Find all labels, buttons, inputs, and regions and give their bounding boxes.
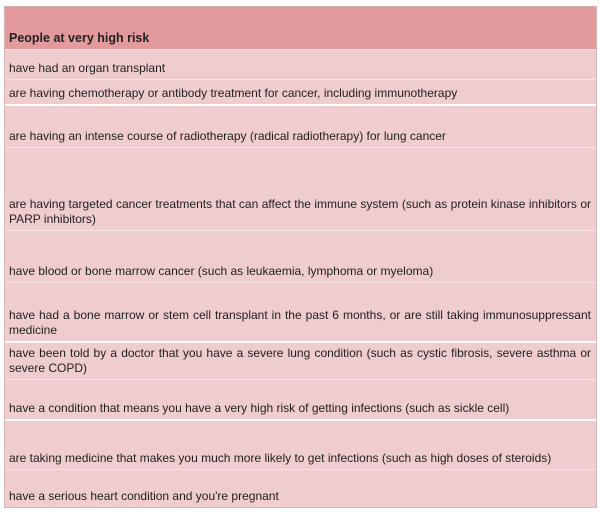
table-row bbox=[5, 104, 596, 147]
risk-table bbox=[4, 6, 597, 508]
row-text: have a serious heart condition and you're pregnant bbox=[9, 489, 279, 503]
table-row bbox=[5, 419, 596, 469]
table-row bbox=[5, 79, 596, 104]
table-row bbox=[5, 49, 596, 79]
table-row bbox=[5, 147, 596, 230]
table-row bbox=[5, 379, 596, 419]
table-row bbox=[5, 282, 596, 341]
row-text: have a condition that means you have a very high risk of getting infections (such as sickle cell) bbox=[9, 401, 510, 415]
table-row bbox=[5, 230, 596, 282]
row-text: have blood or bone marrow cancer (such as leukaemia, lymphoma or myeloma) bbox=[9, 264, 434, 278]
table-row bbox=[5, 469, 596, 507]
row-text: have had an organ transplant bbox=[9, 61, 166, 75]
row-text: are having chemotherapy or antibody treatment for cancer, including immunotherapy bbox=[9, 86, 458, 100]
row-text: have been told by a doctor that you have a severe lung condition (such as cystic fibrosis, severe asthma or severe COPD) bbox=[9, 346, 591, 375]
row-text: have had a bone marrow or stem cell transplant in the past 6 months, or are still taking immunosuppressant medicine bbox=[9, 308, 591, 337]
row-text: are having targeted cancer treatments that can affect the immune system (such as protein kinase inhibitors or PARP inhibitors) bbox=[9, 197, 591, 226]
row-text: are taking medicine that makes you much more likely to get infections (such as high doses of steroids) bbox=[9, 451, 552, 465]
table-row bbox=[5, 341, 596, 379]
table-header-label: People at very high risk bbox=[9, 31, 150, 45]
table-header bbox=[5, 7, 596, 49]
row-text: are having an intense course of radiotherapy (radical radiotherapy) for lung cancer bbox=[9, 129, 446, 143]
